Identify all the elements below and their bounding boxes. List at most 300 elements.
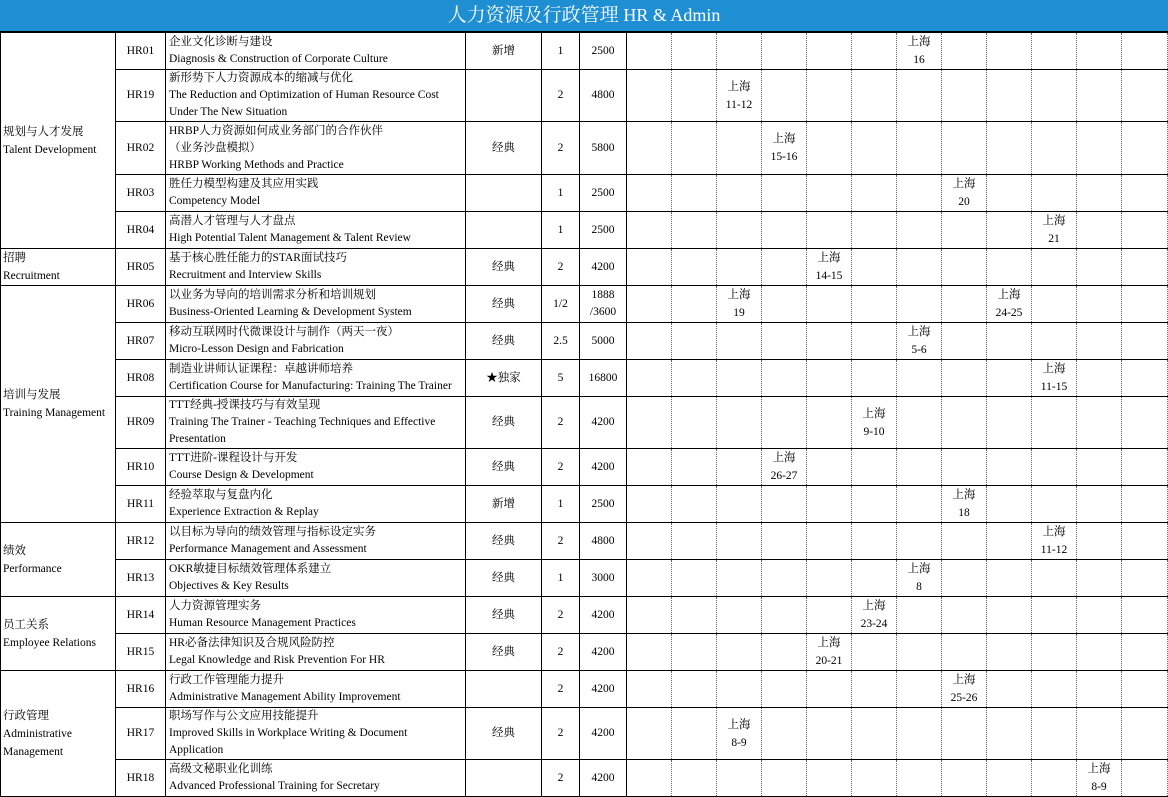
schedule-cell	[942, 634, 987, 671]
price-value: 2500	[591, 186, 615, 199]
schedule-cell	[897, 449, 942, 486]
course-code: HR14	[116, 597, 166, 634]
schedule-cell	[852, 671, 897, 708]
schedule-date: 8-9	[1091, 781, 1107, 793]
schedule-cell	[717, 175, 762, 212]
course-price	[580, 360, 627, 397]
schedule-date: 11-12	[1040, 544, 1068, 556]
schedule-cell	[852, 175, 897, 212]
course-tag: 经典	[466, 397, 542, 449]
course-days: 2	[542, 708, 580, 760]
schedule-cell	[852, 523, 897, 560]
schedule-cell	[762, 449, 807, 486]
price-value: 4200	[591, 460, 615, 473]
schedule-cell	[717, 33, 762, 70]
course-name-en: Business-Oriented Learning & Development System	[169, 306, 412, 318]
schedule-cell	[717, 560, 762, 597]
course-tag	[466, 760, 542, 797]
schedule-date: 14-15	[815, 270, 843, 282]
course-code: HR11	[116, 486, 166, 523]
schedule-cell	[807, 249, 852, 286]
price-value: 4800	[591, 89, 615, 101]
schedule-cell	[897, 122, 942, 175]
category-zh: 员工关系	[3, 618, 49, 631]
price-value: 4200	[591, 645, 615, 658]
price-value: 4200	[591, 608, 615, 621]
course-name-zh: 移动互联网时代微课设计与制作（两天一夜）	[169, 326, 399, 338]
schedule-cell	[852, 397, 897, 449]
course-tag: 经典	[466, 323, 542, 360]
category-zh: 绩效	[3, 544, 26, 557]
course-days: 1	[542, 175, 580, 212]
schedule-date: 15-16	[770, 151, 798, 163]
course-name	[166, 70, 466, 122]
schedule-cell	[627, 33, 672, 70]
schedule-cell	[807, 33, 852, 70]
schedule-cell	[627, 70, 672, 122]
course-code: HR19	[116, 70, 166, 122]
schedule-cell	[807, 360, 852, 397]
course-code: HR09	[116, 397, 166, 449]
schedule-cell	[717, 671, 762, 708]
course-name-zh-sub: （业务沙盘模拟）	[169, 141, 261, 154]
schedule-cell	[717, 449, 762, 486]
table-row	[1, 122, 1168, 175]
course-name	[166, 486, 466, 523]
course-name	[166, 286, 466, 323]
course-name-en: Legal Knowledge and Risk Prevention For HR	[169, 654, 385, 666]
category-en: Recruitment	[3, 270, 60, 282]
course-price	[580, 634, 627, 671]
course-tag: 经典	[466, 523, 542, 560]
schedule-cell	[717, 70, 762, 122]
schedule-cell	[1032, 560, 1077, 597]
table-row	[1, 397, 1168, 449]
schedule-cell	[717, 360, 762, 397]
course-code: HR17	[116, 708, 166, 760]
schedule-cell	[807, 523, 852, 560]
price-value-2: /3600	[589, 306, 617, 318]
schedule-cell	[897, 760, 942, 797]
schedule-cell	[1122, 597, 1168, 634]
schedule-cell	[852, 597, 897, 634]
category-cell	[1, 523, 116, 597]
schedule-cell	[672, 560, 717, 597]
table-row	[1, 212, 1168, 249]
schedule-cell	[672, 33, 717, 70]
category-cell	[1, 671, 116, 797]
price-value: 4800	[591, 534, 615, 547]
course-name	[166, 634, 466, 671]
schedule-cell	[1032, 486, 1077, 523]
schedule-cell	[807, 122, 852, 175]
course-price	[580, 212, 627, 249]
schedule-cell	[1032, 708, 1077, 760]
schedule-cell	[717, 486, 762, 523]
course-price	[580, 760, 627, 797]
schedule-city: 上海	[727, 718, 751, 731]
schedule-date: 18	[958, 507, 970, 519]
schedule-cell	[627, 175, 672, 212]
course-price	[580, 671, 627, 708]
course-name	[166, 760, 466, 797]
schedule-city: 上海	[817, 252, 841, 264]
category-cell	[1, 33, 116, 249]
course-name-en: Course Design & Development	[169, 469, 314, 481]
schedule-cell	[807, 486, 852, 523]
schedule-cell	[672, 449, 717, 486]
schedule-cell	[672, 323, 717, 360]
schedule-cell	[987, 70, 1032, 122]
table-row	[1, 249, 1168, 286]
course-name-zh: HRBP人力资源如何成业务部门的合作伙伴	[169, 124, 384, 137]
schedule-cell	[1032, 634, 1077, 671]
course-name-zh: 基于核心胜任能力的STAR面试技巧	[169, 252, 347, 264]
course-name	[166, 323, 466, 360]
schedule-date: 23-24	[860, 618, 888, 630]
category-zh: 行政管理	[3, 709, 49, 722]
course-code: HR16	[116, 671, 166, 708]
schedule-cell	[942, 486, 987, 523]
schedule-date: 11-15	[1040, 381, 1068, 393]
schedule-cell	[1032, 249, 1077, 286]
schedule-cell	[1032, 122, 1077, 175]
schedule-cell	[1077, 70, 1122, 122]
course-tag	[466, 175, 542, 212]
course-price	[580, 560, 627, 597]
schedule-cell	[987, 249, 1032, 286]
schedule-cell	[1032, 70, 1077, 122]
course-schedule-table	[0, 32, 1168, 797]
schedule-cell	[627, 634, 672, 671]
price-value: 4200	[591, 416, 615, 428]
course-name-zh: 人力资源管理实务	[169, 600, 261, 612]
schedule-cell	[1122, 523, 1168, 560]
schedule-cell	[1122, 397, 1168, 449]
table-row	[1, 70, 1168, 122]
schedule-cell	[627, 449, 672, 486]
price-value: 2500	[591, 497, 615, 510]
course-price	[580, 397, 627, 449]
course-name-zh: 以业务为导向的培训需求分析和培训规划	[169, 289, 376, 301]
course-tag: 经典	[466, 634, 542, 671]
table-row	[1, 523, 1168, 560]
course-code: HR07	[116, 323, 166, 360]
page-title	[0, 0, 1168, 32]
schedule-cell	[717, 597, 762, 634]
course-tag: 新增	[466, 486, 542, 523]
table-row	[1, 323, 1168, 360]
schedule-city: 上海	[727, 289, 751, 301]
schedule-cell	[987, 634, 1032, 671]
schedule-cell	[672, 122, 717, 175]
schedule-cell	[762, 33, 807, 70]
schedule-city: 上海	[817, 637, 841, 649]
schedule-cell	[762, 708, 807, 760]
title-en: HR & Admin	[623, 5, 721, 25]
schedule-city: 上海	[862, 407, 886, 420]
schedule-cell	[897, 634, 942, 671]
schedule-city: 上海	[997, 289, 1021, 301]
table-row	[1, 33, 1168, 70]
schedule-cell	[1032, 33, 1077, 70]
course-days: 1	[542, 33, 580, 70]
schedule-date: 8-9	[731, 736, 747, 749]
schedule-cell	[942, 708, 987, 760]
schedule-cell	[807, 212, 852, 249]
course-tag	[466, 212, 542, 249]
category-zh: 规划与人才发展	[3, 125, 84, 138]
course-days: 2	[542, 449, 580, 486]
category-cell	[1, 249, 116, 286]
schedule-city: 上海	[772, 133, 796, 145]
schedule-city: 上海	[952, 674, 976, 686]
schedule-cell	[672, 760, 717, 797]
schedule-cell	[627, 249, 672, 286]
course-name-en: HRBP Working Methods and Practice	[169, 158, 344, 171]
schedule-cell	[852, 286, 897, 323]
course-days: 2	[542, 597, 580, 634]
schedule-cell	[627, 523, 672, 560]
course-name-zh: 以目标为导向的绩效管理与指标设定实务	[169, 526, 376, 538]
schedule-cell	[627, 560, 672, 597]
schedule-cell	[1077, 708, 1122, 760]
schedule-cell	[1122, 323, 1168, 360]
course-days: 2	[542, 760, 580, 797]
schedule-cell	[897, 249, 942, 286]
schedule-cell	[897, 597, 942, 634]
course-tag: 经典	[466, 122, 542, 175]
course-name-zh: HR必备法律知识及合规风险防控	[169, 637, 335, 649]
schedule-cell	[1032, 323, 1077, 360]
course-days: 1/2	[542, 286, 580, 323]
schedule-cell	[897, 523, 942, 560]
price-value: 4200	[591, 727, 615, 739]
table-row	[1, 760, 1168, 797]
course-name-zh: 高潜人才管理与人才盘点	[169, 215, 296, 227]
course-tag: 经典	[466, 560, 542, 597]
schedule-cell	[672, 286, 717, 323]
course-tag: ★独家	[466, 360, 542, 397]
schedule-cell	[672, 397, 717, 449]
schedule-cell	[1122, 175, 1168, 212]
course-days: 5	[542, 360, 580, 397]
schedule-cell	[762, 122, 807, 175]
price-value: 4200	[591, 260, 615, 273]
course-name-en: The Reduction and Optimization of Human Resource Cost Under The New Situation	[169, 89, 439, 118]
schedule-date: 11-12	[725, 98, 753, 111]
table-row	[1, 671, 1168, 708]
schedule-cell	[1122, 449, 1168, 486]
course-price	[580, 249, 627, 286]
schedule-cell	[987, 212, 1032, 249]
schedule-cell	[1077, 560, 1122, 597]
schedule-cell	[897, 486, 942, 523]
schedule-cell	[717, 397, 762, 449]
schedule-cell	[1077, 249, 1122, 286]
schedule-cell	[807, 634, 852, 671]
course-code: HR12	[116, 523, 166, 560]
schedule-cell	[672, 708, 717, 760]
schedule-date: 26-27	[770, 470, 798, 482]
course-days: 2	[542, 397, 580, 449]
schedule-city: 上海	[1042, 215, 1066, 227]
schedule-cell	[807, 286, 852, 323]
schedule-cell	[1122, 249, 1168, 286]
schedule-cell	[852, 760, 897, 797]
schedule-cell	[1077, 286, 1122, 323]
schedule-cell	[942, 175, 987, 212]
course-code: HR04	[116, 212, 166, 249]
schedule-cell	[987, 33, 1032, 70]
schedule-cell	[762, 397, 807, 449]
schedule-cell	[852, 560, 897, 597]
course-name-en: Improved Skills in Workplace Writing & Document Application	[169, 727, 408, 756]
schedule-city: 上海	[952, 178, 976, 190]
schedule-cell	[852, 33, 897, 70]
category-zh: 招聘	[3, 252, 26, 264]
schedule-date: 5-6	[911, 344, 927, 356]
course-name-zh: OKR敏捷目标绩效管理体系建立	[169, 563, 332, 575]
course-code: HR06	[116, 286, 166, 323]
price-value: 2500	[591, 44, 615, 57]
course-days: 2	[542, 523, 580, 560]
schedule-cell	[987, 360, 1032, 397]
schedule-cell	[1032, 175, 1077, 212]
schedule-cell	[762, 634, 807, 671]
schedule-cell	[852, 486, 897, 523]
schedule-cell	[987, 323, 1032, 360]
schedule-cell	[672, 360, 717, 397]
schedule-cell	[987, 597, 1032, 634]
schedule-cell	[672, 597, 717, 634]
course-name-en: Micro-Lesson Design and Fabrication	[169, 343, 344, 355]
course-code: HR01	[116, 33, 166, 70]
schedule-cell	[1032, 360, 1077, 397]
price-value: 4200	[591, 682, 615, 695]
course-tag	[466, 671, 542, 708]
schedule-cell	[852, 323, 897, 360]
schedule-cell	[762, 212, 807, 249]
course-name-zh: 行政工作管理能力提升	[169, 674, 284, 686]
schedule-cell	[852, 708, 897, 760]
schedule-cell	[942, 397, 987, 449]
schedule-cell	[807, 560, 852, 597]
course-price	[580, 122, 627, 175]
course-name-en: Human Resource Management Practices	[169, 617, 356, 629]
course-name	[166, 597, 466, 634]
schedule-cell	[1077, 323, 1122, 360]
schedule-cell	[942, 33, 987, 70]
schedule-cell	[987, 708, 1032, 760]
course-code: HR03	[116, 175, 166, 212]
schedule-cell	[762, 175, 807, 212]
schedule-cell	[897, 175, 942, 212]
schedule-cell	[627, 486, 672, 523]
schedule-cell	[807, 671, 852, 708]
course-name-en: Advanced Professional Training for Secretary	[169, 780, 380, 792]
schedule-date: 24-25	[995, 307, 1023, 319]
schedule-cell	[897, 671, 942, 708]
price-value: 1888	[591, 289, 615, 301]
price-value: 5000	[591, 334, 615, 347]
course-code: HR08	[116, 360, 166, 397]
schedule-cell	[1032, 286, 1077, 323]
schedule-cell	[942, 122, 987, 175]
schedule-cell	[807, 760, 852, 797]
course-name-zh: 职场写作与公文应用技能提升	[169, 710, 319, 722]
course-tag: 经典	[466, 708, 542, 760]
schedule-cell	[1077, 449, 1122, 486]
schedule-city: 上海	[1042, 526, 1066, 538]
schedule-cell	[762, 360, 807, 397]
schedule-cell	[987, 560, 1032, 597]
course-name	[166, 175, 466, 212]
schedule-cell	[807, 597, 852, 634]
schedule-cell	[1077, 175, 1122, 212]
schedule-cell	[717, 249, 762, 286]
schedule-cell	[1077, 760, 1122, 797]
schedule-cell	[672, 671, 717, 708]
category-zh: 培训与发展	[3, 389, 61, 401]
course-name-zh: 新形势下人力资源成本的缩减与优化	[169, 72, 353, 84]
schedule-cell	[717, 760, 762, 797]
course-days: 2	[542, 634, 580, 671]
price-value: 3000	[591, 571, 615, 584]
schedule-city: 上海	[727, 80, 751, 93]
schedule-cell	[942, 449, 987, 486]
schedule-cell	[1077, 597, 1122, 634]
schedule-cell	[762, 249, 807, 286]
course-price	[580, 449, 627, 486]
course-name-en: Certification Course for Manufacturing: Training The Trainer	[169, 380, 452, 392]
schedule-cell	[897, 397, 942, 449]
course-name-zh: TTT进阶-课程设计与开发	[169, 452, 298, 464]
schedule-city: 上海	[952, 489, 976, 501]
schedule-cell	[942, 523, 987, 560]
course-name	[166, 523, 466, 560]
schedule-cell	[1032, 212, 1077, 249]
course-code: HR02	[116, 122, 166, 175]
course-days: 2	[542, 70, 580, 122]
schedule-cell	[807, 70, 852, 122]
schedule-date: 16	[913, 54, 925, 66]
schedule-cell	[897, 560, 942, 597]
schedule-cell	[1077, 212, 1122, 249]
schedule-cell	[942, 249, 987, 286]
schedule-cell	[897, 323, 942, 360]
schedule-cell	[852, 634, 897, 671]
course-code: HR05	[116, 249, 166, 286]
schedule-cell	[717, 708, 762, 760]
schedule-cell	[627, 671, 672, 708]
schedule-cell	[627, 760, 672, 797]
course-name	[166, 449, 466, 486]
schedule-cell	[1122, 634, 1168, 671]
schedule-cell	[852, 249, 897, 286]
category-en: Training Management	[3, 407, 106, 419]
course-tag	[466, 70, 542, 122]
schedule-cell	[987, 760, 1032, 797]
schedule-cell	[1122, 70, 1168, 122]
course-code: HR15	[116, 634, 166, 671]
schedule-cell	[987, 486, 1032, 523]
schedule-cell	[672, 523, 717, 560]
course-name-zh: 高级文秘职业化训练	[169, 763, 273, 775]
schedule-cell	[897, 286, 942, 323]
course-days: 2.5	[542, 323, 580, 360]
table-row	[1, 286, 1168, 323]
